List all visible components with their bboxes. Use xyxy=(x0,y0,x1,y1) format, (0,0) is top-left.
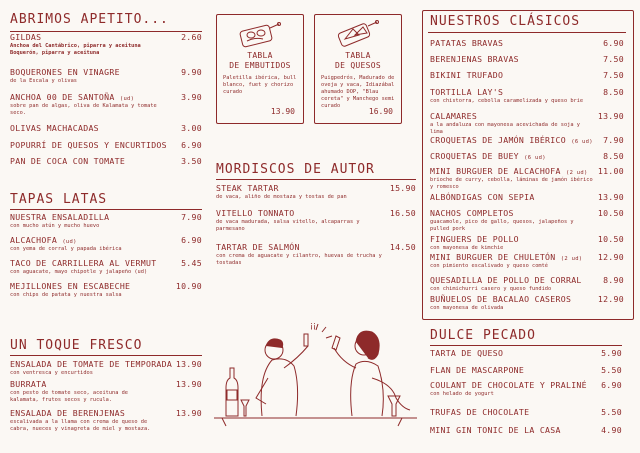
item-name: BURRATA xyxy=(10,379,47,389)
item-price: 2.60 xyxy=(181,32,202,42)
item-name: QUESADILLA DE POLLO DE CORRAL xyxy=(430,275,582,285)
item-quantity: (ud) xyxy=(119,96,135,102)
item-description: con yema de corral y papada ibérica xyxy=(10,246,122,252)
item-price: 7.90 xyxy=(181,212,202,222)
item-quantity: (ud) xyxy=(62,239,77,245)
item-name: POPURRÍ DE QUESOS Y ENCURTIDOS xyxy=(10,140,167,150)
item-name: COULANT DE CHOCOLATE Y PRALINÉ xyxy=(430,380,587,390)
item-price: 8.50 xyxy=(603,87,624,97)
item-price: 13.90 xyxy=(597,192,624,202)
card-description: Puigpedrós, Madurado de oveja y vaca, Idiazábal ahumado DOP, "Blau cereta" y Manchego semi curado xyxy=(321,75,395,109)
item-name: CROQUETAS DE JAMÓN IBÉRICO (6 ud) xyxy=(430,135,593,145)
item-description: sobre pan de algas, oliva de Kalamata y tomate seco. xyxy=(10,103,157,116)
item-description: con aguacate, mayo chipotle y jalapeño (ud) xyxy=(10,269,148,275)
item-description: con chimichurri casero y queso fundido xyxy=(430,286,552,292)
item-price: 6.90 xyxy=(181,235,202,245)
item-name: CALAMARES xyxy=(430,111,478,121)
item-description: con pimiento escalivado y queso comté xyxy=(430,263,548,269)
item-name: NUESTRA ENSALADILLA xyxy=(10,212,110,222)
item-name: CROQUETAS DE BUEY (6 ud) xyxy=(430,151,546,161)
item-name: TRUFAS DE CHOCOLATE xyxy=(430,407,530,417)
item-price: 5.45 xyxy=(181,258,202,268)
item-name: PATATAS BRAVAS xyxy=(430,38,504,48)
item-price: 13.90 xyxy=(175,379,202,389)
item-name: FLAN DE MASCARPONE xyxy=(430,365,525,375)
divider xyxy=(216,179,416,180)
section-title: DULCE PECADO xyxy=(430,328,536,343)
item-description: de vaca, aliño de mostaza y tostas de pan xyxy=(216,194,347,200)
item-quantity: (6 ud) xyxy=(571,139,593,145)
item-price: 6.90 xyxy=(181,140,202,150)
item-price: 7.50 xyxy=(603,70,624,80)
item-name: BOQUERONES EN VINAGRE xyxy=(10,67,120,77)
item-quantity: (2 ud) xyxy=(565,170,588,176)
item-description: Anchoa del Cantábrico, piparra y aceituna Boquerón, piparra y aceituna xyxy=(10,43,141,56)
item-name: STEAK TARTAR xyxy=(216,183,279,193)
item-name: OLIVAS MACHACADAS xyxy=(10,123,99,133)
item-price: 16.50 xyxy=(389,208,416,218)
divider xyxy=(428,32,626,33)
item-name: ENSALADA DE TOMATE DE TEMPORADA xyxy=(10,359,173,369)
item-price: 13.90 xyxy=(175,359,202,369)
item-price: 13.90 xyxy=(175,408,202,418)
item-description: con crema de aguacate y cilantro, huevas de trucha y tostadas xyxy=(216,253,382,266)
item-price: 6.90 xyxy=(603,38,624,48)
item-price: 7.90 xyxy=(603,135,624,145)
item-name: PAN DE COCA CON TOMATE xyxy=(10,156,126,166)
divider xyxy=(10,355,202,356)
item-description: de la Escala y olivas xyxy=(10,78,77,84)
card-price: 16.90 xyxy=(368,107,393,116)
item-price: 8.90 xyxy=(603,275,624,285)
item-quantity: (2 ud) xyxy=(560,256,583,262)
item-description: de vaca madurada, salsa vitello, alcaparras y parmesano xyxy=(216,219,360,232)
section-title: NUESTROS CLÁSICOS xyxy=(430,14,581,29)
item-price: 3.00 xyxy=(181,123,202,133)
section-title: TAPAS LATAS xyxy=(10,192,108,207)
item-name: TACO DE CARRILLERA AL VERMUT xyxy=(10,258,157,268)
item-quantity: (6 ud) xyxy=(524,155,546,161)
item-price: 10.50 xyxy=(597,208,624,218)
item-price: 9.90 xyxy=(181,67,202,77)
divider xyxy=(430,345,622,346)
item-name: BUÑUELOS DE BACALAO CASEROS xyxy=(430,294,572,304)
item-description: guacamole, pico de gallo, quesos, jalapeños y pulled pork xyxy=(430,219,574,232)
item-name: MEJILLONES EN ESCABECHE xyxy=(10,281,131,291)
item-name: MINI BURGUER DE ALCACHOFA (2 ud) xyxy=(430,166,588,176)
item-description: brioche de curry, cebolla, láminas de jamón ibérico y romesco xyxy=(430,177,593,190)
item-name: GILDAS xyxy=(10,32,42,42)
item-price: 14.50 xyxy=(389,242,416,252)
card-description: Paletilla ibérica, bull blanco, fuet y chorizo curado xyxy=(223,75,297,95)
item-description: a la andaluza con mayonesa acevichada de soja y lima xyxy=(430,122,580,135)
item-name: BIKINI TRUFADO xyxy=(430,70,504,80)
item-description: con mayonesa de olivada xyxy=(430,305,504,311)
card-price: 13.90 xyxy=(270,107,295,116)
item-description: con chistorra, cebolla caramelizada y queso brie xyxy=(430,98,584,104)
item-price: 7.50 xyxy=(603,54,624,64)
item-description: con chips de patata y nuestra salsa xyxy=(10,292,122,298)
item-description: con ventresca y encurtidos xyxy=(10,370,93,376)
item-name: ALCACHOFA (ud) xyxy=(10,235,77,245)
item-name: FINGUERS DE POLLO xyxy=(430,234,519,244)
item-description: con mucho atún y mucho huevo xyxy=(10,223,100,229)
couple-toasting-illustration xyxy=(212,318,418,428)
item-price: 5.90 xyxy=(601,348,622,358)
item-price: 5.50 xyxy=(601,407,622,417)
item-name: MINI GIN TONIC DE LA CASA xyxy=(430,425,561,435)
item-description: con pesto de tomate seco, aceituna de kalamata, frutos secos y rucula. xyxy=(10,390,128,403)
item-price: 8.50 xyxy=(603,151,624,161)
section-title: MORDISCOS DE AUTOR xyxy=(216,162,375,177)
item-name: TORTILLA LAY'S xyxy=(430,87,504,97)
item-name: MINI BURGUER DE CHULETÓN (2 ud) xyxy=(430,252,583,262)
item-price: 10.90 xyxy=(175,281,202,291)
cutting-board-sausage-icon xyxy=(237,19,283,49)
item-name: BERENJENAS BRAVAS xyxy=(430,54,519,64)
item-price: 3.90 xyxy=(181,92,202,102)
item-name: ALBÓNDIGAS CON SEPIA xyxy=(430,192,535,202)
divider xyxy=(10,209,202,210)
item-price: 6.90 xyxy=(601,380,622,390)
item-description: con mayonesa de kimchie xyxy=(430,245,504,251)
section-title: UN TOQUE FRESCO xyxy=(10,338,143,353)
item-description: escalivada a la llama con crema de queso de cabra, nueces y vinagreta de miel y mostaza. xyxy=(10,419,151,432)
card-tabla-quesos xyxy=(314,14,402,124)
cutting-board-cheese-icon xyxy=(335,19,381,49)
item-name: NACHOS COMPLETOS xyxy=(430,208,514,218)
card-title: TABLA DE EMBUTIDOS xyxy=(229,51,291,70)
item-name: TARTA DE QUESO xyxy=(430,348,504,358)
section-title: ABRIMOS APETITO... xyxy=(10,12,169,27)
card-title: TABLA DE QUESOS xyxy=(334,51,382,70)
item-name: ENSALADA DE BERENJENAS xyxy=(10,408,126,418)
card-tabla-embutidos xyxy=(216,14,304,124)
item-price: 10.50 xyxy=(597,234,624,244)
item-price: 5.50 xyxy=(601,365,622,375)
cheers-text: ¡¡ xyxy=(310,320,316,330)
item-name: VITELLO TONNATO xyxy=(216,208,295,218)
item-name: TARTAR DE SALMÓN xyxy=(216,242,300,252)
item-price: 15.90 xyxy=(389,183,416,193)
item-price: 3.50 xyxy=(181,156,202,166)
item-price: 12.90 xyxy=(597,294,624,304)
item-name: ANCHOA 00 DE SANTOÑA (ud) xyxy=(10,92,135,102)
item-description: con helado de yogurt xyxy=(430,391,494,397)
item-price: 13.90 xyxy=(597,111,624,121)
item-price: 12.90 xyxy=(597,252,624,262)
item-price: 4.90 xyxy=(601,425,622,435)
item-price: 11.00 xyxy=(597,166,624,176)
